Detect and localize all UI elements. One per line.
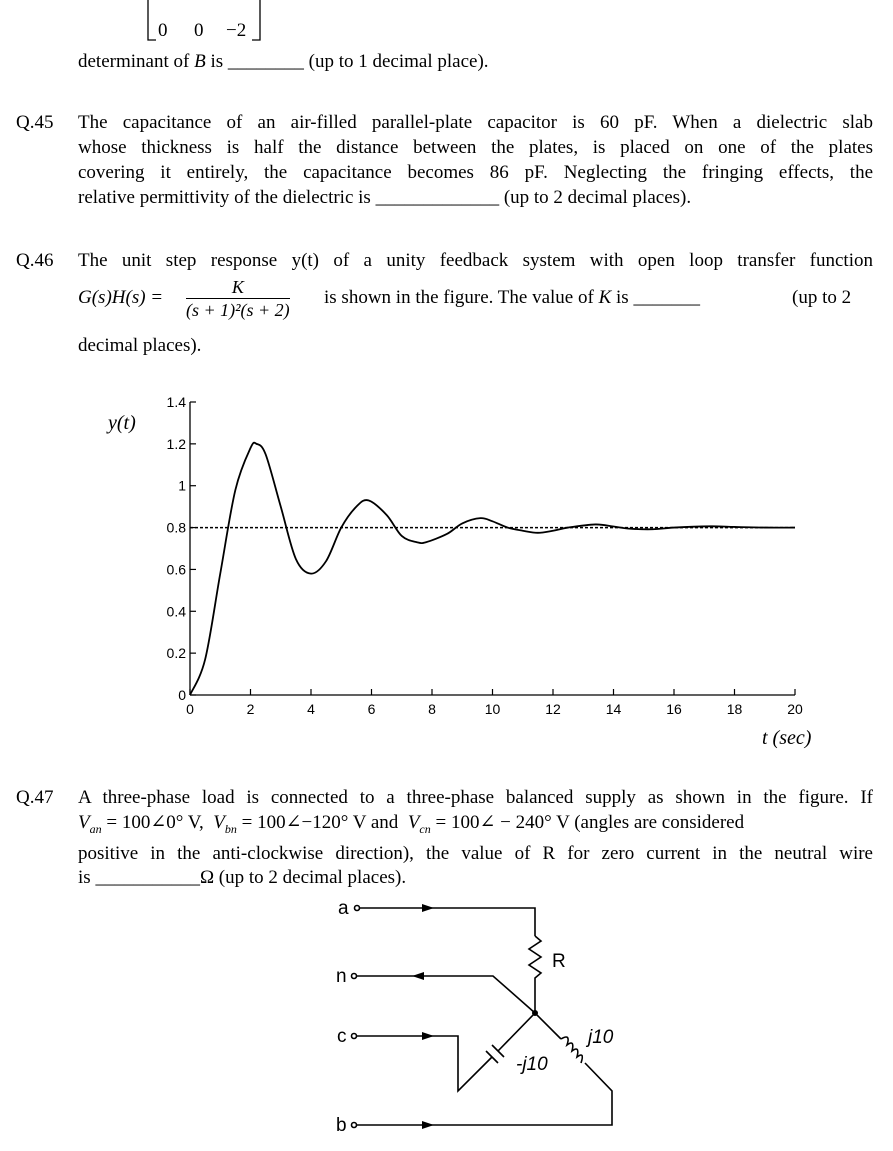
text: (up to 1 decimal place). — [308, 51, 489, 72]
terminal-a — [355, 906, 360, 911]
terminal-n — [352, 974, 357, 979]
question-number: Q.46 — [16, 250, 54, 271]
label-capacitor: -j10 — [516, 1054, 548, 1075]
matrix-symbol: B — [194, 51, 206, 72]
voltage-subscript: bn — [224, 821, 237, 836]
y-tick-label: 0.2 — [166, 645, 186, 662]
question-number: Q.45 — [16, 112, 54, 133]
y-tick-label: 1 — [178, 477, 186, 494]
q44-last-line — [78, 50, 489, 74]
fraction-numerator: K — [186, 276, 290, 299]
q45-line-2: whose thickness is half the distance between the plates, is placed on one of the plates — [78, 137, 873, 158]
wire-cap — [498, 1013, 535, 1051]
fraction-denominator: (s + 1)²(s + 2) — [186, 300, 290, 320]
q46-line-1: The unit step response y(t) of a unity feedback system with open loop transfer function — [78, 250, 873, 271]
label-b: b — [336, 1115, 347, 1136]
voltage-symbol: V — [78, 812, 90, 833]
x-tick-label: 0 — [186, 701, 194, 717]
label-a: a — [338, 898, 349, 919]
q46-line-3: decimal places). — [78, 335, 202, 356]
step-response-chart — [0, 380, 893, 760]
transfer-function-fraction — [186, 276, 290, 321]
q45-line-1: The capacitance of an air-filled parallel-plate capacitor is 60 pF. When a dielectric slab — [78, 112, 873, 133]
k-symbol: K — [598, 287, 612, 308]
text: is — [616, 287, 629, 308]
label-n: n — [336, 966, 347, 987]
terminal-b — [352, 1123, 357, 1128]
x-tick-label: 8 — [428, 701, 436, 717]
arrow-icon — [422, 1121, 434, 1129]
y-tick-label: 1.2 — [166, 435, 186, 452]
voltage-subscript: cn — [419, 821, 431, 836]
y-tick-label: 0.8 — [166, 519, 186, 536]
arrow-icon — [422, 1032, 434, 1040]
text: relative permittivity of the dielectric is — [78, 187, 371, 208]
voltage-symbol: V — [213, 812, 225, 833]
q47-line-1: A three-phase load is connected to a three-phase balanced supply as shown in the figure. If — [78, 787, 873, 808]
q47-line-4 — [78, 866, 406, 890]
text: G(s)H(s) = — [78, 287, 164, 308]
matrix-cell: −2 — [226, 20, 247, 41]
wire-a — [360, 908, 535, 936]
wire-b — [357, 1063, 612, 1125]
voltage-value: = 100∠ − 240° V (angles are considered — [435, 812, 745, 833]
neutral-node — [532, 1010, 538, 1016]
y-tick-label: 1.4 — [166, 394, 186, 410]
transfer-function-lhs — [78, 286, 163, 310]
chart-ticks — [167, 394, 803, 717]
q46-line-2 — [324, 286, 700, 310]
x-tick-label: 14 — [605, 701, 622, 717]
text: is shown in the figure. The value of — [324, 287, 594, 308]
answer-blank: ________ — [227, 51, 304, 72]
inductor — [561, 1037, 582, 1063]
wire-c — [357, 1036, 492, 1091]
q46-line-2-end: (up to 2 — [792, 287, 852, 308]
label-c: c — [337, 1026, 347, 1047]
q47-line-3: positive in the anti-clockwise direction), the value of R for zero current in the neutral wire — [78, 843, 873, 864]
voltage-value: = 100∠−120° V and — [241, 812, 399, 833]
response-curve — [190, 443, 795, 695]
x-tick-label: 16 — [666, 701, 682, 717]
terminal-c — [352, 1034, 357, 1039]
arrow-icon — [422, 904, 434, 912]
label-inductor: j10 — [588, 1027, 614, 1048]
chart-ylabel: y(t) — [108, 412, 136, 434]
answer-blank: _____________ — [375, 187, 500, 208]
matrix-cell: 0 — [158, 20, 168, 41]
matrix-cell: 0 — [194, 20, 204, 41]
three-phase-circuit — [0, 890, 893, 1151]
y-tick-label: 0 — [178, 687, 186, 703]
voltage-subscript: an — [89, 821, 102, 836]
y-tick-label: 0.6 — [166, 561, 186, 578]
label-resistor: R — [552, 951, 566, 972]
q47-line-2 — [78, 811, 744, 841]
x-tick-label: 6 — [367, 701, 376, 717]
x-tick-label: 20 — [787, 701, 803, 717]
voltage-value: = 100∠0° V, — [106, 812, 204, 833]
wire-n — [357, 976, 535, 1013]
question-number: Q.47 — [16, 787, 54, 808]
x-tick-label: 2 — [246, 701, 255, 717]
chart-xlabel: t (sec) — [762, 727, 812, 749]
q45-line-3: covering it entirely, the capacitance becomes 86 pF. Neglecting the fringing effects, the — [78, 162, 873, 183]
chart-axes — [190, 402, 795, 695]
answer-blank: _______ — [633, 287, 700, 308]
q45-line-4 — [78, 186, 691, 210]
x-tick-label: 4 — [307, 701, 315, 717]
resistor — [529, 936, 541, 1013]
text: (up to 2 decimal places). — [503, 187, 692, 208]
x-tick-label: 12 — [545, 701, 561, 717]
arrow-icon — [412, 972, 424, 980]
text: Ω (up to 2 decimal places). — [199, 867, 407, 888]
y-tick-label: 0.4 — [166, 603, 186, 620]
wire-ind — [535, 1013, 561, 1039]
voltage-symbol: V — [407, 812, 420, 833]
answer-blank: ___________ — [95, 867, 200, 888]
text: is — [78, 867, 91, 888]
chart-series — [190, 443, 795, 695]
text: determinant of — [78, 51, 190, 72]
text: is — [210, 51, 224, 72]
x-tick-label: 18 — [726, 701, 743, 717]
x-tick-label: 10 — [484, 701, 501, 717]
